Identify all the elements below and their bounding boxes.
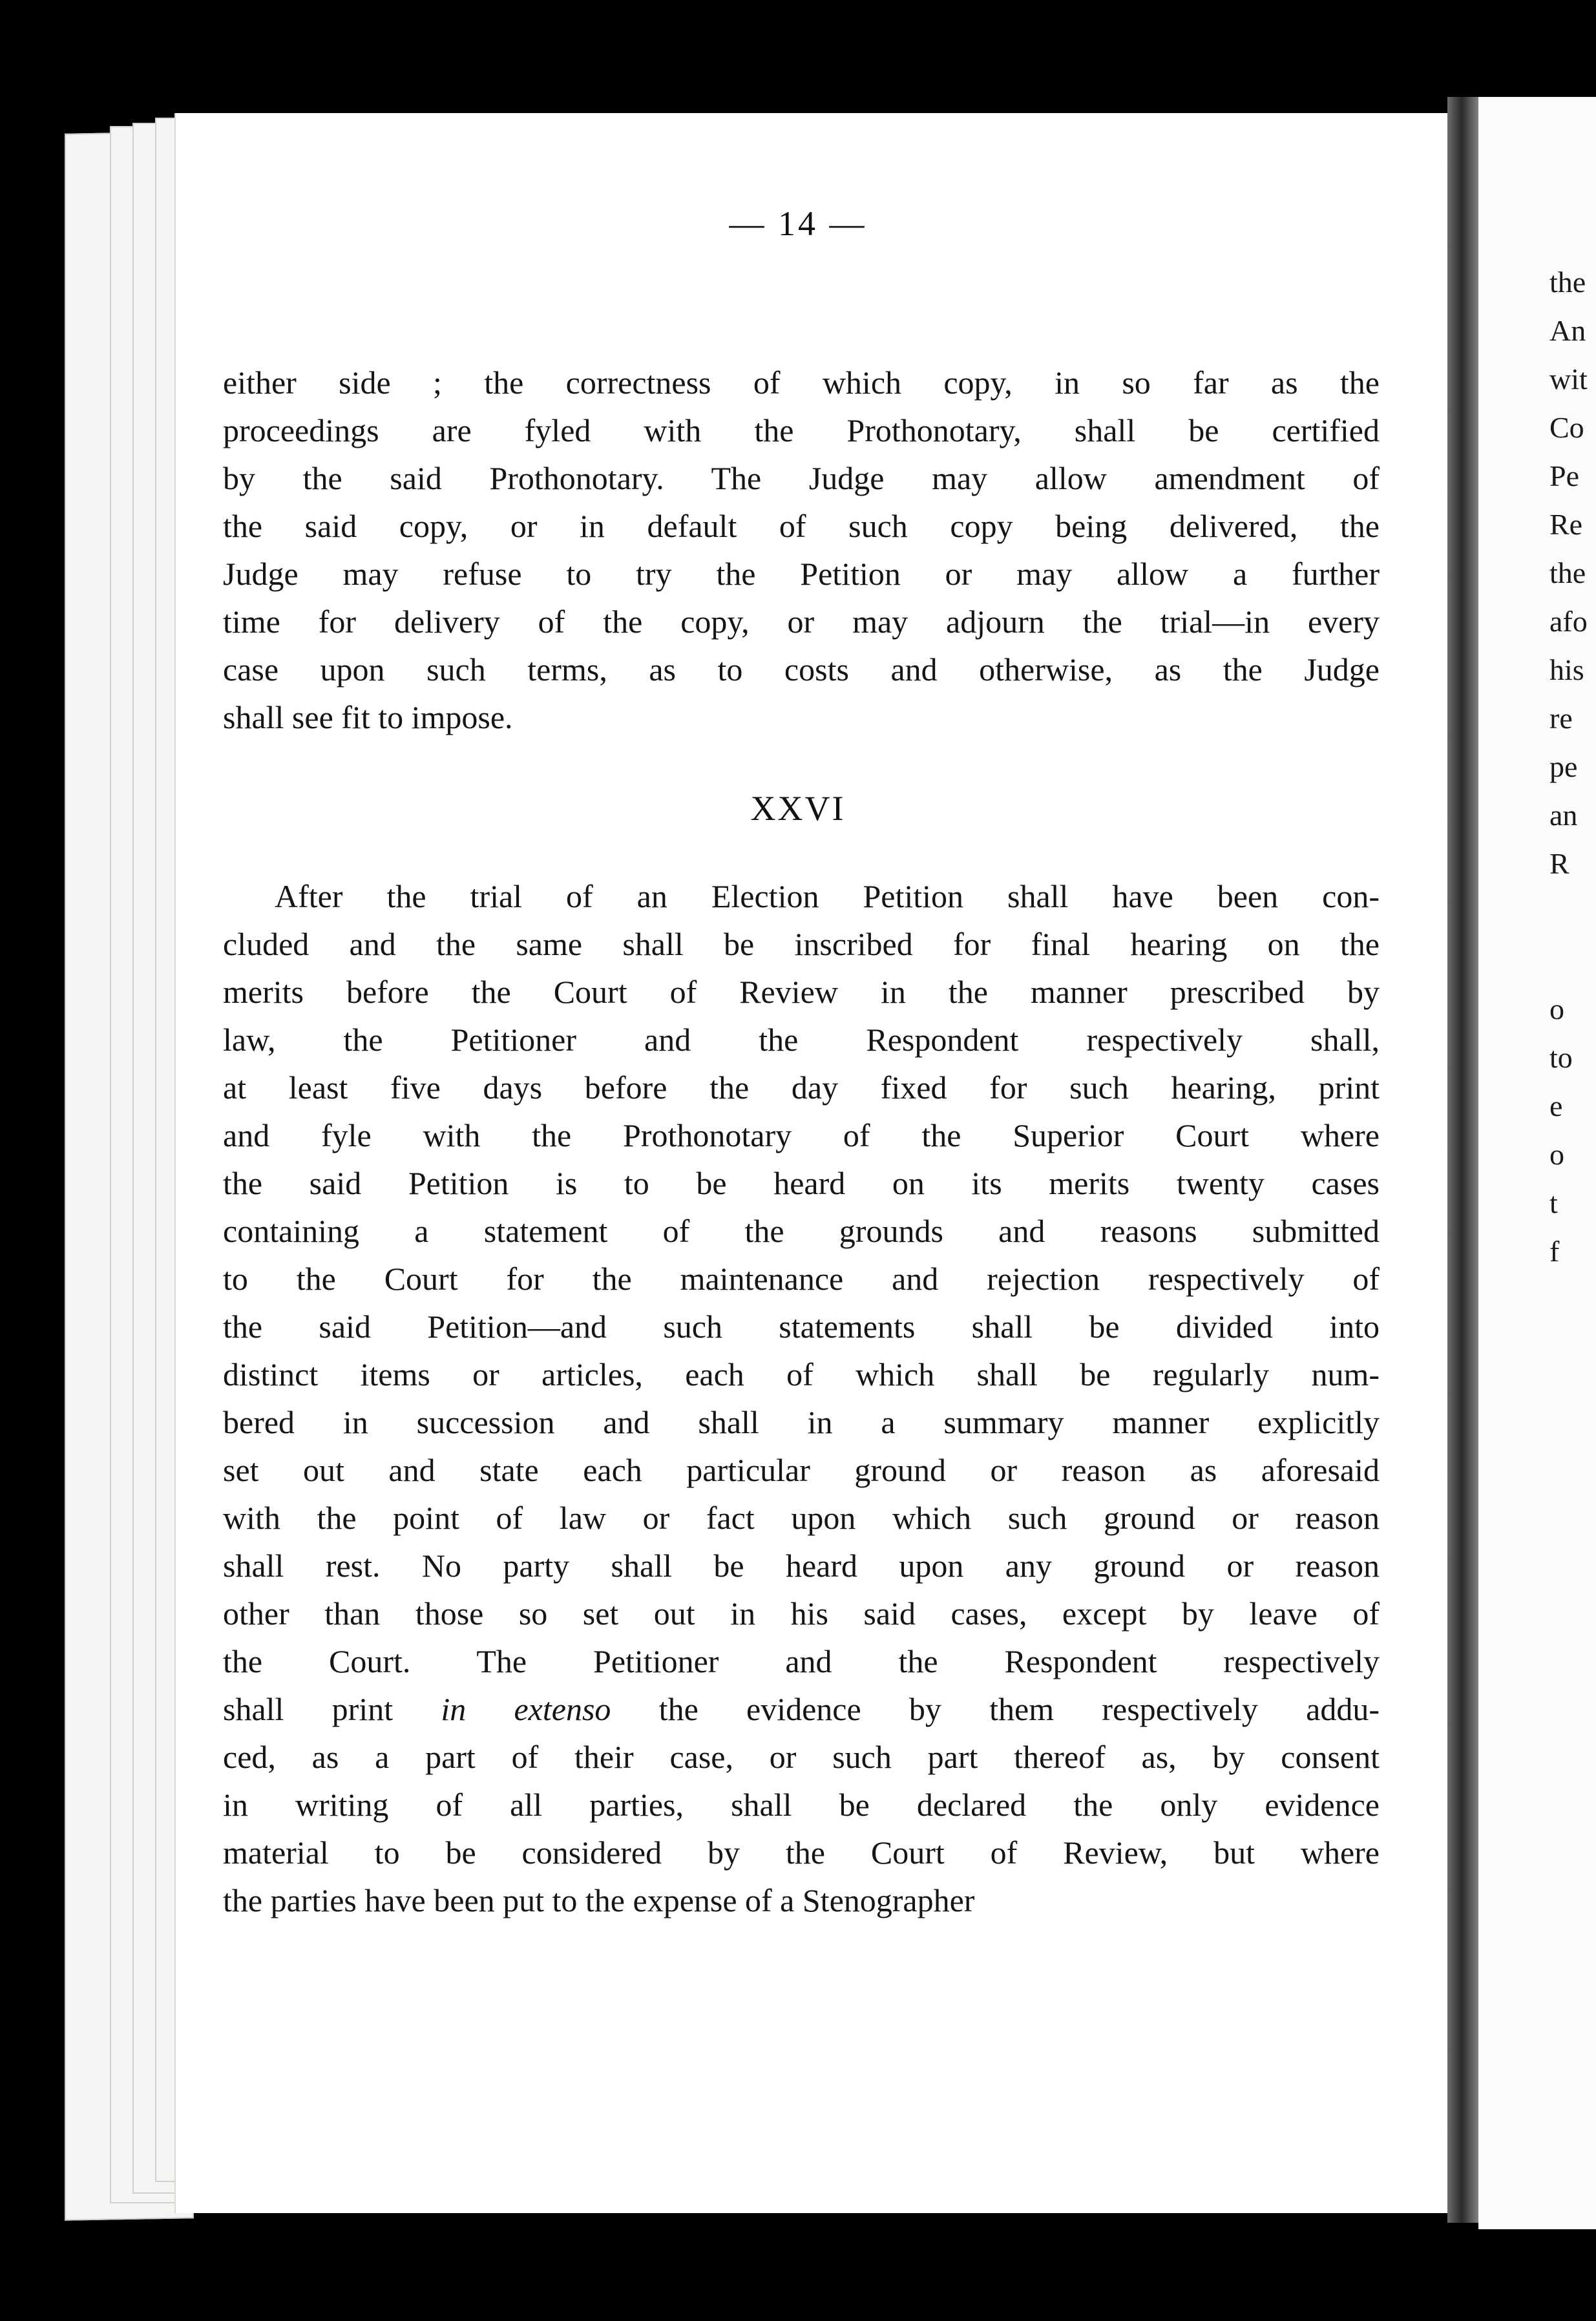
text-line: time for delivery of the copy, or may adjourn the trial—in every <box>223 604 1380 640</box>
facing-text-fragment: o <box>1549 992 1564 1025</box>
facing-page <box>1478 97 1596 2229</box>
facing-text-fragment: the <box>1549 556 1586 589</box>
facing-text-fragment: to <box>1549 1041 1573 1074</box>
text-line: and fyle with the Prothonotary of the Superior Court where <box>223 1117 1380 1153</box>
text-line: law, the Petitioner and the Respondent respectively shall, <box>223 1022 1380 1058</box>
facing-text-fragment: R <box>1549 847 1570 880</box>
facing-text-fragment: re <box>1549 702 1573 735</box>
text-line: either side ; the correctness of which copy, in so far as the <box>223 364 1380 401</box>
text-line: Judge may refuse to try the Petition or may allow a further <box>223 556 1380 592</box>
text-line: proceedings are fyled with the Prothonotary, shall be certified <box>223 412 1380 448</box>
text-line: to the Court for the maintenance and rejection respectively of <box>223 1261 1380 1297</box>
facing-text-fragment: wit <box>1549 362 1588 395</box>
text-fragment: shall print <box>223 1691 394 1727</box>
facing-text-fragment: o <box>1549 1138 1564 1171</box>
text-line: shall see fit to impose. <box>223 699 513 735</box>
text-line: material to be considered by the Court of Review, but where <box>223 1834 1380 1871</box>
facing-text-fragment: his <box>1549 653 1584 686</box>
facing-text-fragment: the <box>1549 266 1586 299</box>
text-line <box>223 1685 1380 1733</box>
text-line: bered in succession and shall in a summary manner explicitly <box>223 1404 1380 1440</box>
text-line: the said Petition—and such statements shall be divided into <box>223 1308 1380 1345</box>
text-line: case upon such terms, as to costs and otherwise, as the Judge <box>223 651 1380 688</box>
facing-text-fragment: pe <box>1549 750 1578 783</box>
text-line: ced, as a part of their case, or such part thereof as, by consent <box>223 1739 1380 1775</box>
facing-text-fragment: Pe <box>1549 459 1579 492</box>
text-line: other than those so set out in his said cases, except by leave of <box>223 1595 1380 1632</box>
text-line: at least five days before the day fixed for such hearing, print <box>223 1069 1380 1106</box>
facing-text-fragment: f <box>1549 1235 1560 1268</box>
book-gutter <box>1447 97 1480 2223</box>
text-line: with the point of law or fact upon which such ground or reason <box>223 1500 1380 1536</box>
section-heading: XXVI <box>750 789 846 828</box>
text-line: shall rest. No party shall be heard upon any ground or reason <box>223 1548 1380 1584</box>
text-line: set out and state each particular ground or reason as aforesaid <box>223 1452 1380 1488</box>
facing-text-fragment: An <box>1549 314 1586 347</box>
facing-text-fragment: Re <box>1549 508 1583 541</box>
text-line: the Court. The Petitioner and the Respondent respectively <box>223 1643 1380 1679</box>
paragraph-1 <box>223 359 1380 741</box>
italic-phrase: in extenso <box>441 1691 611 1727</box>
facing-text-fragment: Co <box>1549 411 1584 444</box>
text-line: cluded and the same shall be inscribed for final hearing on the <box>223 926 1380 962</box>
text-line: After the trial of an Election Petition shall have been con- <box>275 878 1380 914</box>
text-line: distinct items or articles, each of which shall be regularly num- <box>223 1356 1380 1392</box>
paragraph-2 <box>223 872 1380 1924</box>
text-line: in writing of all parties, shall be declared the only evidence <box>223 1787 1380 1823</box>
text-line: containing a statement of the grounds and reasons submitted <box>223 1213 1380 1249</box>
text-line: the said copy, or in default of such copy being delivered, the <box>223 508 1380 544</box>
text-fragment: the evidence by them respectively addu- <box>658 1691 1380 1727</box>
text-line: by the said Prothonotary. The Judge may allow amendment of <box>223 460 1380 496</box>
text-line: the parties have been put to the expense of a Stenographer <box>223 1882 975 1918</box>
facing-text-fragment: an <box>1549 799 1578 832</box>
text-line: the said Petition is to be heard on its merits twenty cases <box>223 1165 1380 1201</box>
facing-text-fragment: t <box>1549 1186 1558 1219</box>
page-number: — 14 — <box>729 204 867 243</box>
facing-text-fragment: afo <box>1549 605 1588 638</box>
text-line: merits before the Court of Review in the manner prescribed by <box>223 974 1380 1010</box>
facing-text-fragment: e <box>1549 1089 1563 1122</box>
